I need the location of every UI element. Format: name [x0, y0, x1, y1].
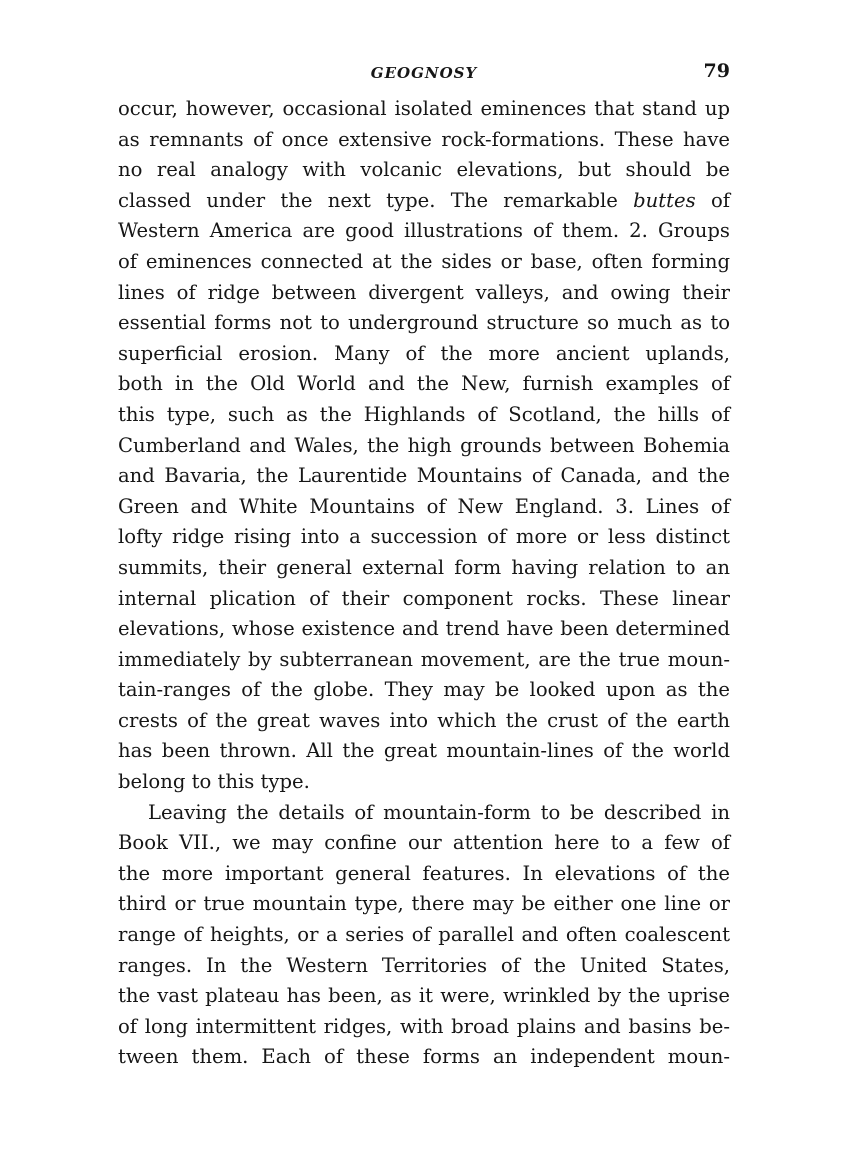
text-line: tain-ranges of the globe. They may be looked upon as the: [118, 678, 730, 702]
text-line: Leaving the details of mountain-form to be described in: [148, 800, 730, 824]
text-line: belong to this type.: [118, 770, 310, 794]
text-run: of: [695, 188, 730, 212]
running-head-title: GEOGNOSY: [370, 64, 478, 82]
paragraph-1: [118, 94, 730, 798]
text-line: this type, such as the Highlands of Scotland, the hills of: [118, 402, 730, 426]
text-line: crests of the great waves into which the crust of the earth: [118, 708, 730, 732]
text-line: superficial erosion. Many of the more ancient uplands,: [118, 341, 730, 365]
text-line: of long intermittent ridges, with broad plains and basins be-: [118, 1014, 730, 1038]
text-line: of eminences connected at the sides or base, often forming: [118, 249, 730, 273]
text-line: lines of ridge between divergent valleys, and owing their: [118, 280, 730, 304]
text-line: third or true mountain type, there may be either one line or: [118, 892, 730, 916]
text-line: lofty ridge rising into a succession of more or less distinct: [118, 525, 730, 549]
text-line: Book VII., we may confine our attention here to a few of: [118, 831, 730, 855]
book-page: [118, 58, 730, 1073]
italic-term: buttes: [633, 188, 696, 212]
text-line: and Bavaria, the Laurentide Mountains of Canada, and the: [118, 464, 730, 488]
text-line: Cumberland and Wales, the high grounds between Bohemia: [118, 433, 730, 457]
text-line: Green and White Mountains of New England. 3. Lines of: [118, 494, 730, 518]
text-line: elevations, whose existence and trend have been determined: [118, 617, 730, 641]
page-number: 79: [703, 60, 730, 82]
text-line: occur, however, occasional isolated eminences that stand up: [118, 97, 730, 120]
text-line: essential forms not to underground structure so much as to: [118, 311, 730, 335]
text-line: internal plication of their component rocks. These linear: [118, 586, 730, 610]
text-line: the more important general features. In elevations of the: [118, 861, 730, 885]
text-line: Western America are good illustrations of them. 2. Groups: [118, 219, 730, 243]
text-line: the vast plateau has been, as it were, wrinkled by the uprise: [118, 984, 730, 1008]
text-line: both in the Old World and the New, furnish examples of: [118, 372, 730, 396]
text-line: as remnants of once extensive rock-formations. These have: [118, 127, 730, 151]
text-line: summits, their general external form having relation to an: [118, 555, 730, 579]
text-line: has been thrown. All the great mountain-lines of the world: [118, 739, 730, 763]
running-head: [118, 58, 730, 94]
body-text: [118, 94, 730, 1073]
text-line-with-italic: [118, 186, 730, 217]
text-line: immediately by subterranean movement, are the true moun-: [118, 647, 730, 671]
paragraph-2: [118, 798, 730, 1073]
text-run: classed under the next type. The remarkable: [118, 188, 618, 212]
text-line: ranges. In the Western Territories of the United States,: [118, 953, 730, 977]
text-line: range of heights, or a series of parallel and often coalescent: [118, 923, 730, 947]
text-line: no real analogy with volcanic elevations, but should be: [118, 158, 730, 182]
text-line: tween them. Each of these forms an independent moun-: [118, 1045, 730, 1069]
